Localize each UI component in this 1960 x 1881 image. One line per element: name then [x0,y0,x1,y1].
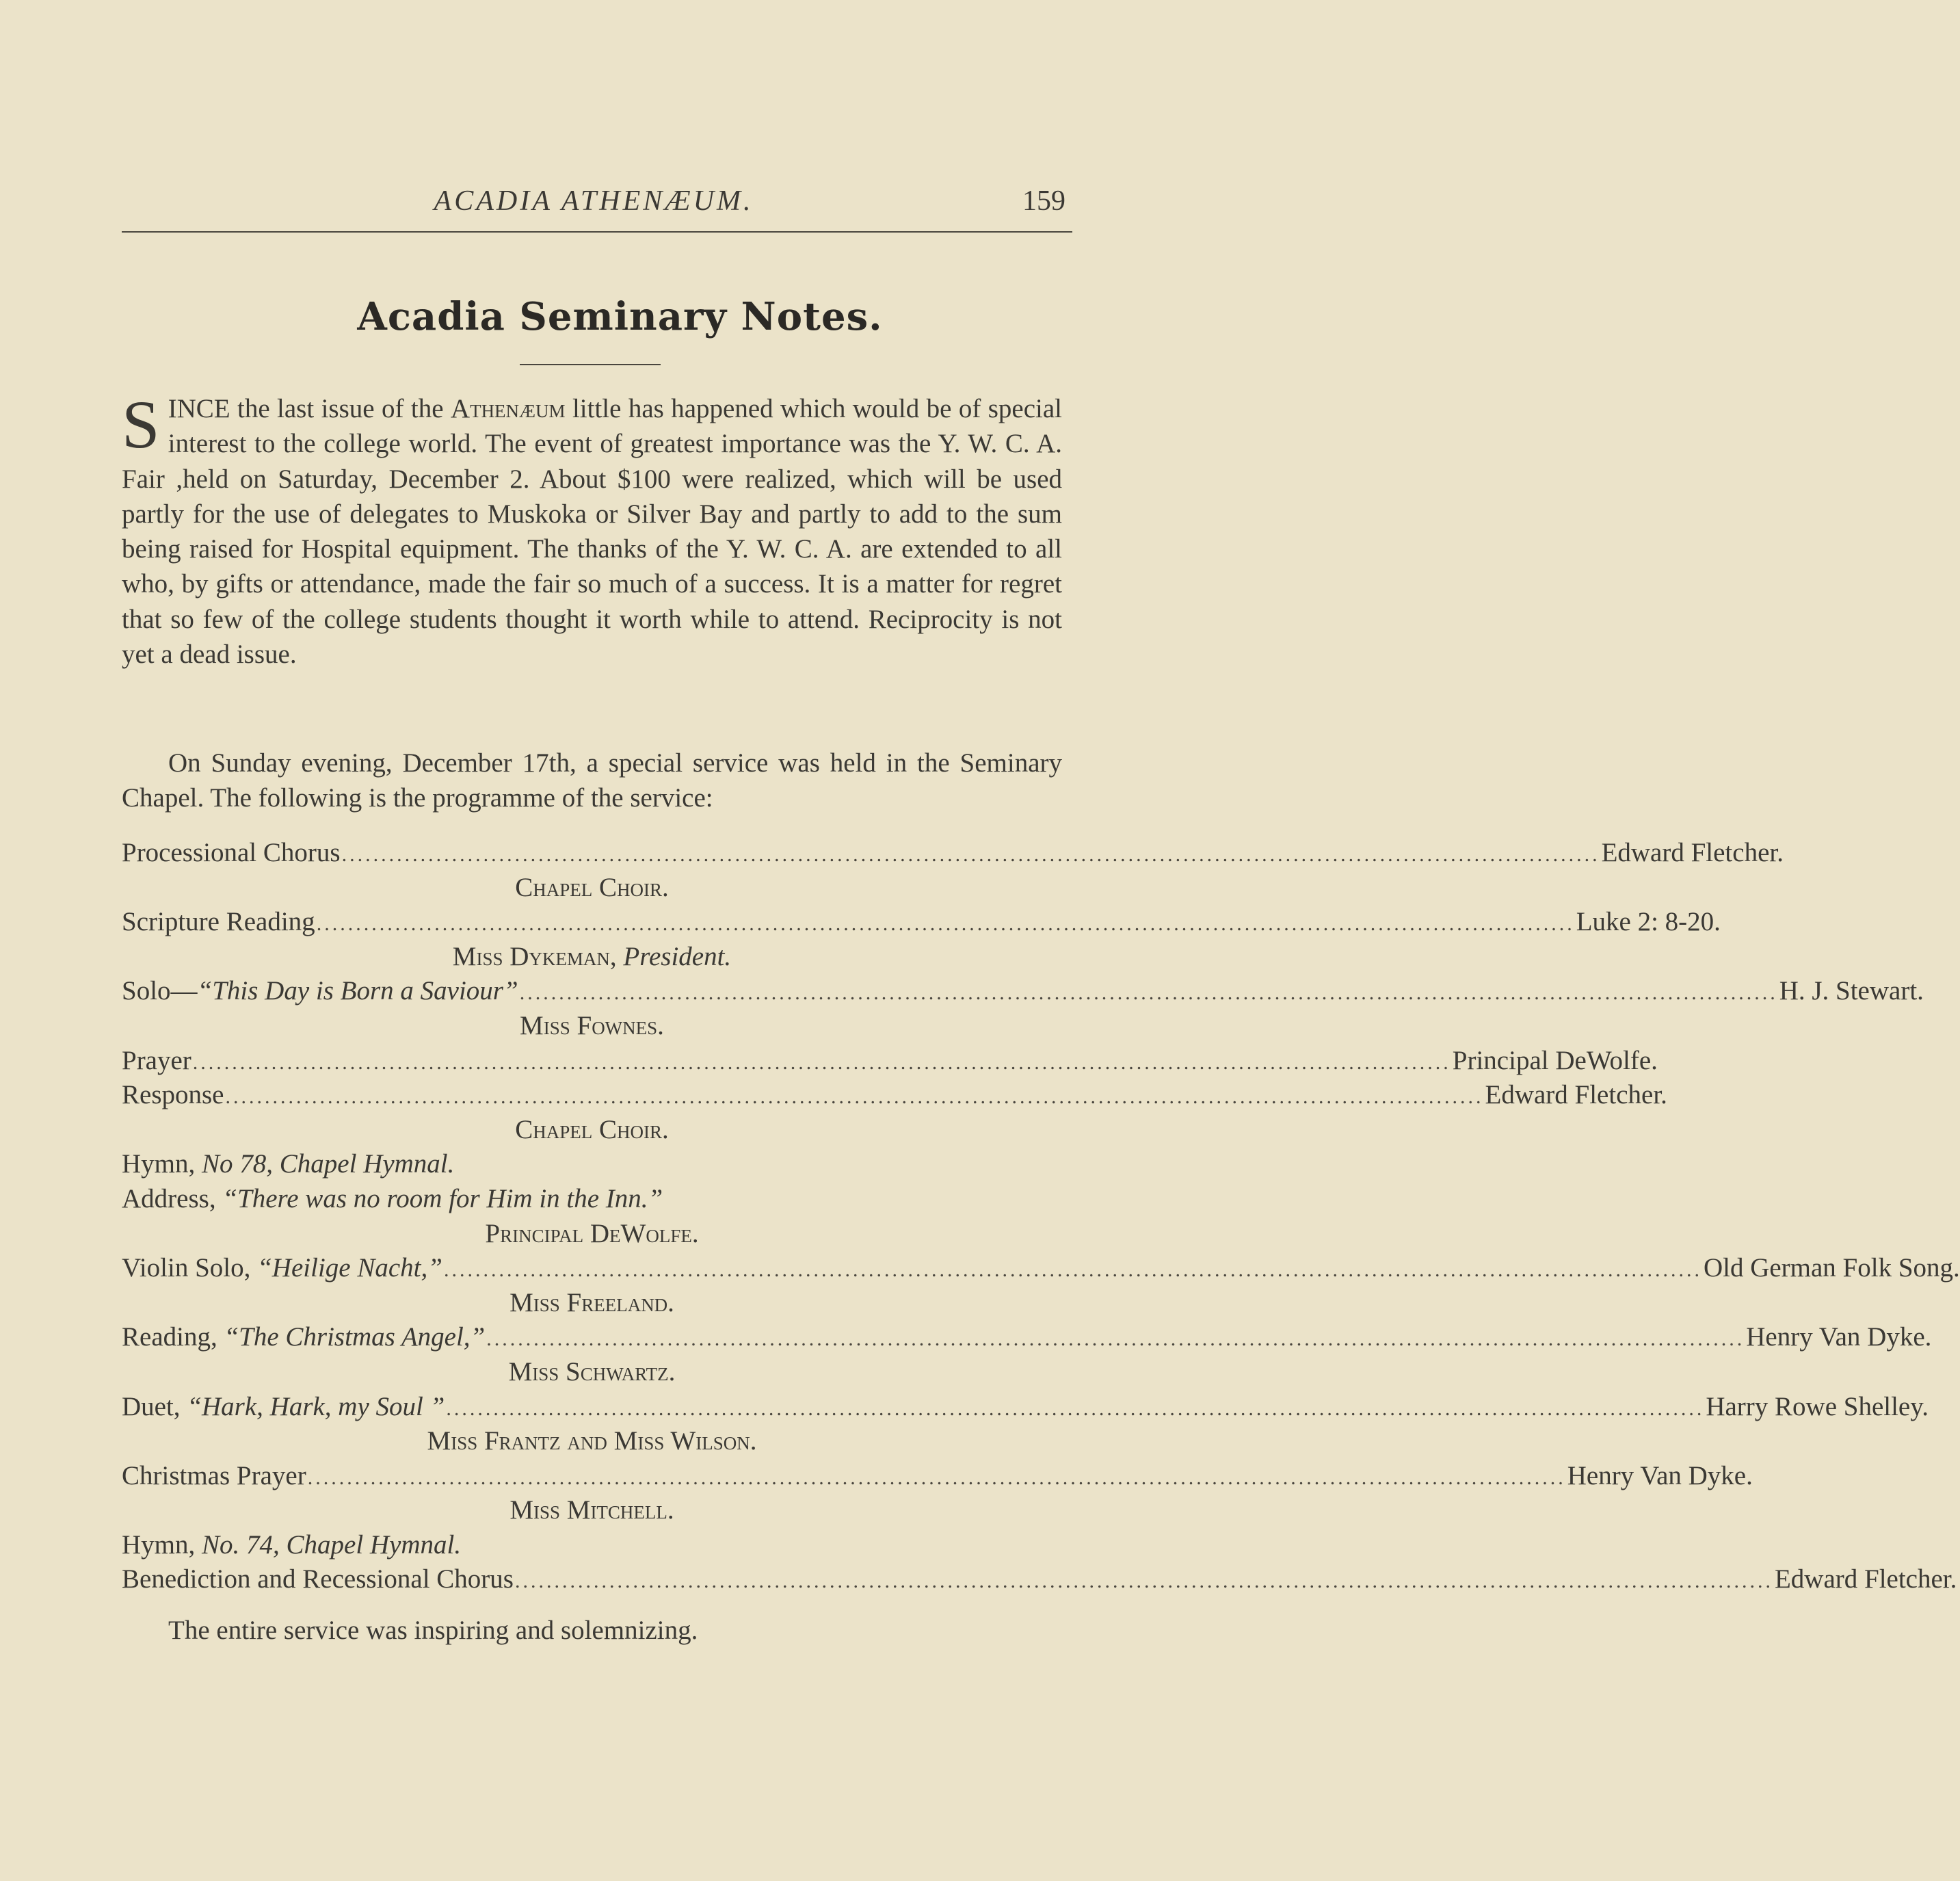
programme-performer: Luke 2: 8-20. [1576,907,1721,937]
programme-line [122,1078,1667,1113]
item-title: “Hark, Hark, my Soul ” [187,1391,445,1421]
item-prefix: Hymn, [122,1149,202,1179]
running-title: ACADIA ATHENÆUM. [434,185,754,217]
programme-credit [122,1009,1062,1044]
programme-line [122,1251,1960,1286]
closing-sentence: The entire service was inspiring and solemnizing. [168,1616,698,1645]
programme-line [122,1147,1062,1182]
credit-line [122,940,1062,975]
programme-item [122,974,518,1009]
programme-line [122,836,1784,871]
leader-dots: ................................................................................................................................................................ [486,1328,1745,1351]
leader-dots: ................................................................................................................................................................ [316,912,1575,936]
programme-item: Scripture Reading [122,907,315,937]
credit-name: Miss Schwartz. [508,1356,676,1386]
leader-dots: ................................................................................................................................................................ [443,1259,1702,1282]
leader-dots: ................................................................................................................................................................ [307,1466,1566,1489]
programme-item: Benediction and Recessional Chorus [122,1564,514,1594]
programme-item: Response [122,1080,224,1110]
programme-line [122,905,1721,940]
item-prefix: Violin Solo, [122,1253,258,1283]
programme-performer: Principal DeWolfe. [1452,1045,1658,1075]
programme-line [122,1044,1658,1079]
credit-name: Miss Frantz and Miss Wilson. [427,1426,757,1456]
item-prefix: Reading, [122,1322,224,1352]
programme-credit [122,1217,1062,1252]
programme-item: Processional Chorus [122,838,341,867]
intro-paragraph [122,386,1062,672]
programme-line [122,1390,1929,1425]
item-prefix: Solo— [122,976,198,1006]
programme-line [122,1459,1753,1494]
credit-name: Principal DeWolfe. [485,1218,699,1248]
service-programme [122,836,1960,1597]
intro-text-rest: little has happened which would be of special interest to the college world. The event of greatest importance was the Y. W. C. A. Fair ,held on Saturday, December 2. About $100 were realized, which will be used partly for the use of delegates to Muskoka or Silver Bay and partly to add to the sum being raised for Hospital equipment. The thanks of the Y. W. C. A. are extended to all who, by gifts or attendance, made the fair so much of a success. It is a matter for regret that so few of the college students thought it worth while to attend. Reciprocity is not yet a dead issue. [122,394,1062,670]
programme-item: Christmas Prayer [122,1460,306,1490]
leader-dots: ................................................................................................................................................................ [519,982,1778,1005]
programme-item [122,1390,445,1425]
programme-item [122,1182,663,1217]
item-title: “There was no room for Him in the Inn.” [222,1183,663,1213]
item-title: No 78, Chapel Hymnal. [202,1149,455,1179]
credit-name: Chapel Choir. [515,1114,669,1144]
item-title: “This Day is Born a Saviour” [197,976,518,1006]
programme-performer: Edward Fletcher. [1485,1080,1667,1110]
programme-item [122,1528,461,1563]
item-prefix: Address, [122,1183,223,1213]
page-number: 159 [1022,185,1065,217]
item-title: “Heilige Nacht,” [257,1253,442,1283]
programme-line [122,1182,1062,1217]
programme-item [122,1320,485,1355]
programme-performer: H. J. Stewart. [1779,976,1924,1006]
programme-line [122,1528,1062,1563]
programme-line [122,1320,1932,1355]
leader-dots: ................................................................................................................................................................ [514,1570,1773,1593]
credit-name: Miss Freeland. [509,1287,674,1317]
programme-performer: Henry Van Dyke. [1567,1460,1753,1490]
programme-credit [122,1493,1062,1528]
item-title: “The Christmas Angel,” [224,1322,486,1352]
item-title: No. 74, Chapel Hymnal. [202,1529,462,1560]
leader-dots: ................................................................................................................................................................ [341,843,1600,866]
programme-credit [122,1286,1062,1321]
service-paragraph: On Sunday evening, December 17th, a special service was held in the Seminary Chapel. The following is the programme of the service: [122,748,1062,813]
programme-line [122,974,1924,1009]
header-rule [122,231,1072,233]
programme-item [122,1251,442,1286]
programme-line [122,1562,1957,1597]
programme-item: Prayer [122,1045,191,1075]
programme-performer: Old German Folk Song. [1703,1253,1960,1283]
leader-dots: ................................................................................................................................................................ [446,1397,1705,1420]
credit-name: Miss Dykeman, [452,941,624,971]
item-prefix: Hymn, [122,1529,202,1560]
running-head [122,185,1065,227]
leader-dots: ................................................................................................................................................................ [225,1086,1484,1109]
item-prefix: Duet, [122,1391,187,1421]
drop-cap: S [122,386,160,462]
leader-dots: ................................................................................................................................................................ [192,1051,1451,1074]
credit-name: Miss Mitchell. [509,1495,674,1525]
programme-performer: Henry Van Dyke. [1746,1322,1932,1352]
programme-credit [122,940,1062,975]
credit-name: Chapel Choir. [515,872,669,902]
programme-credit [122,1424,1062,1459]
programme-credit [122,1355,1062,1390]
athenaeum-name: Athenæum [450,394,566,423]
programme-credit [122,871,1062,906]
article-title: Acadia Seminary Notes. [357,294,883,339]
programme-performer: Edward Fletcher. [1601,838,1784,867]
programme-performer: Edward Fletcher. [1774,1564,1957,1594]
programme-credit [122,1113,1062,1148]
credit-role: President. [623,941,732,971]
credit-name: Miss Fownes. [520,1010,664,1040]
title-rule [520,364,661,365]
programme-performer: Harry Rowe Shelley. [1706,1391,1929,1421]
programme-item [122,1147,454,1182]
intro-text-start: INCE the last issue of the [168,394,451,423]
